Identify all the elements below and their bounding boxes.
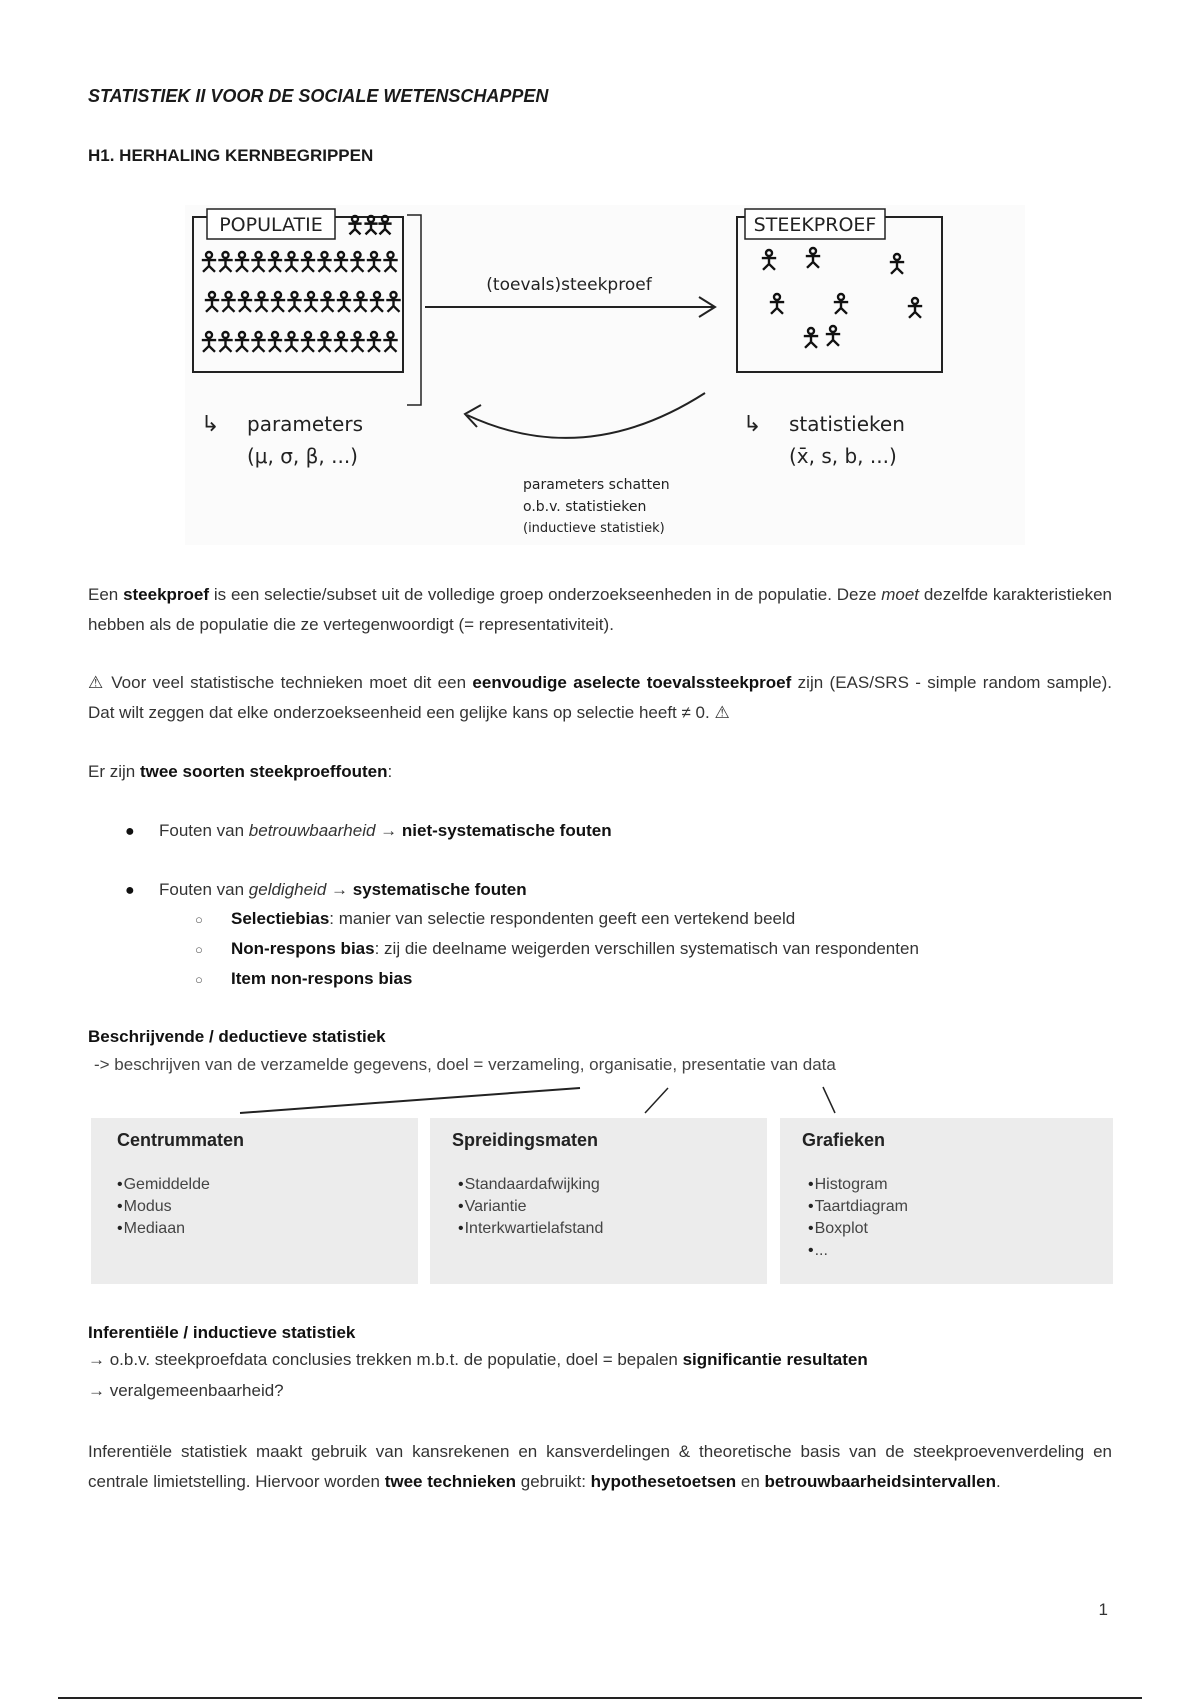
- stick-figure-icon: [383, 252, 397, 272]
- estimation-arrowhead: [465, 405, 481, 427]
- sub-list-item: [195, 964, 1095, 995]
- box-list: [808, 1174, 908, 1262]
- stick-figure-icon: [235, 332, 249, 352]
- stick-figure-icon: [334, 252, 348, 272]
- text: →: [375, 821, 402, 840]
- spreidingsmaten-box: [430, 1118, 767, 1284]
- sampling-errors-intro: [88, 757, 1112, 787]
- text: dezelfde karakteristieken hebben als de populatie die ze vertegenwoordigt (= representativiteit).: [88, 585, 1112, 634]
- page-number: 1: [1098, 1600, 1108, 1619]
- bullet-marker: ●: [125, 882, 135, 899]
- parameters-hook-arrow: ↳: [201, 412, 220, 437]
- bold-term: Non-respons bias: [231, 939, 375, 958]
- stick-figure-icon: [367, 332, 381, 352]
- list-item: • Gemiddelde: [117, 1174, 210, 1196]
- stick-figure-icon: [364, 216, 377, 234]
- bold-term: eenvoudige aselecte toevalssteekproef: [472, 673, 792, 692]
- grafieken-box: [780, 1118, 1113, 1284]
- stick-figure-icon: [301, 252, 315, 272]
- list-item: • Modus: [117, 1196, 210, 1218]
- sample-label: STEEKPROEF: [753, 214, 877, 236]
- list-item: • Mediaan: [117, 1218, 210, 1240]
- population-sample-diagram: [185, 205, 1025, 545]
- stick-figure-icon: [908, 298, 922, 318]
- text: gebruikt:: [516, 1472, 591, 1491]
- list-item: • Boxplot: [808, 1218, 908, 1240]
- box-list: [458, 1174, 603, 1240]
- sampling-arrow-label: (toevals)steekproef: [486, 275, 652, 295]
- estimate-line-3: (inductieve statistiek): [523, 521, 665, 536]
- stick-figure-icon: [235, 252, 249, 272]
- bold-term: hypothesetoetsen: [590, 1472, 737, 1491]
- sample-stick-figures: [762, 248, 922, 348]
- stick-figure-icon: [284, 332, 298, 352]
- stick-figure-icon: [770, 294, 784, 314]
- stick-figure-icon: [367, 252, 381, 272]
- stick-figure-icon: [254, 292, 268, 312]
- italic-term: moet: [881, 585, 920, 604]
- text: → o.b.v. steekproefdata conclusies trekken m.b.t. de populatie, doel = bepalen: [88, 1350, 683, 1369]
- inferential-paragraph: [88, 1437, 1112, 1497]
- srs-warning-paragraph: [88, 668, 1112, 728]
- stick-figure-icon: [337, 292, 351, 312]
- text: Inferentiële statistiek maakt gebruik van kansrekenen en kansverdelingen & theoretische basis van de steekproevenverdeling en centrale limietstelling. Hiervoor worden: [88, 1442, 1112, 1491]
- parameters-symbols: (μ, σ, β, ...): [247, 444, 358, 468]
- bold-term: niet-systematische fouten: [401, 821, 612, 840]
- stick-figure-icon: [287, 292, 301, 312]
- list-item: • Interkwartielafstand: [458, 1218, 603, 1240]
- list-item: • ...: [808, 1240, 908, 1262]
- stick-figure-icon: [320, 292, 334, 312]
- stick-figure-icon: [221, 292, 235, 312]
- sub-list-item: [195, 934, 1095, 965]
- stick-figure-icon: [301, 332, 315, 352]
- bold-term: betrouwbaarheidsintervallen: [764, 1472, 996, 1491]
- stick-figure-icon: [268, 332, 282, 352]
- stick-figure-icon: [268, 252, 282, 272]
- stick-figure-icon: [317, 252, 331, 272]
- stick-figure-icon: [370, 292, 384, 312]
- text: →: [326, 880, 353, 899]
- footer-divider: [58, 1697, 1142, 1699]
- stick-figure-icon: [284, 252, 298, 272]
- stick-figure-icon: [304, 292, 318, 312]
- box-title: Spreidingsmaten: [452, 1130, 599, 1150]
- box-title: Grafieken: [802, 1130, 886, 1150]
- bold-term: Selectiebias: [231, 909, 330, 928]
- stick-figure-icon: [386, 292, 400, 312]
- sample-definition-paragraph: [88, 580, 1112, 640]
- box-title: Centrummaten: [117, 1130, 245, 1150]
- parameters-title: parameters: [247, 412, 364, 436]
- sub-list-item: [195, 904, 1095, 935]
- text: : zij die deelname weigerden verschillen systematisch van respondenten: [374, 939, 919, 958]
- stick-figure-icon: [317, 332, 331, 352]
- list-item: [125, 875, 1125, 906]
- list-item: • Taartdiagram: [808, 1196, 908, 1218]
- text: : manier van selectie respondenten geeft een vertekend beeld: [329, 909, 796, 928]
- bold-term: systematische fouten: [352, 880, 527, 899]
- connector-lines: [0, 1080, 1200, 1120]
- stick-figure-icon: [350, 332, 364, 352]
- stick-figure-icon: [762, 250, 776, 270]
- stick-figure-icon: [202, 252, 216, 272]
- stick-figure-icon: [350, 252, 364, 272]
- text: Fouten van: [159, 880, 249, 899]
- text: is een selectie/subset uit de volledige groep onderzoekseenheden in de populatie. Deze: [209, 585, 882, 604]
- stick-figure-icon: [271, 292, 285, 312]
- bullet-marker: ●: [125, 823, 135, 840]
- stick-figure-icon: [202, 332, 216, 352]
- diagram-svg: [185, 205, 1025, 545]
- text: .: [995, 1472, 1001, 1491]
- estimation-arrow: [467, 393, 705, 438]
- population-label: POPULATIE: [219, 214, 323, 236]
- estimate-line-2: o.b.v. statistieken: [523, 499, 647, 515]
- text: Fouten van: [159, 821, 249, 840]
- connector-line-centrum: [240, 1088, 580, 1113]
- connector-line-spreiding: [645, 1088, 668, 1113]
- stick-figure-icon: [383, 332, 397, 352]
- text: ⚠ Voor veel statistische technieken moet dit een: [88, 673, 473, 692]
- statistics-symbols: (x̄, s, b, ...): [789, 444, 897, 468]
- list-item: • Histogram: [808, 1174, 908, 1196]
- sub-bullet-marker: ○: [195, 942, 203, 957]
- sub-bullet-marker: ○: [195, 912, 203, 927]
- statistics-title: statistieken: [789, 412, 905, 436]
- box-list: [117, 1174, 210, 1240]
- estimate-line-1: parameters schatten: [523, 477, 670, 493]
- chapter-title: H1. HERHALING KERNBEGRIPPEN: [88, 146, 374, 165]
- stick-figure-icon: [205, 292, 219, 312]
- inferential-line-2: → veralgemeenbaarheid?: [88, 1381, 284, 1400]
- stick-figure-icon: [238, 292, 252, 312]
- text: Een: [88, 585, 124, 604]
- stick-figure-icon: [251, 332, 265, 352]
- bold-term: twee soorten steekproeffouten: [139, 762, 388, 781]
- inferential-heading: Inferentiële / inductieve statistiek: [88, 1323, 356, 1342]
- sub-bullet-marker: ○: [195, 972, 203, 987]
- inferential-line-1: [88, 1350, 868, 1370]
- bold-term: twee technieken: [384, 1472, 517, 1491]
- text: zijn (EAS/SRS - simple random sample). Dat wilt zeggen dat elke onderzoekseenheid een gelijke kans op selectie heeft ≠ 0. ⚠: [88, 673, 1112, 722]
- stick-figure-icon: [334, 332, 348, 352]
- stick-figure-icon: [890, 254, 904, 274]
- stick-figure-icon: [218, 332, 232, 352]
- stick-figure-icon: [834, 294, 848, 314]
- document-title: STATISTIEK II VOOR DE SOCIALE WETENSCHAPPEN: [88, 86, 549, 106]
- italic-term: betrouwbaarheid: [248, 821, 376, 840]
- bold-term: significantie resultaten: [682, 1350, 868, 1369]
- text: Er zijn: [88, 762, 140, 781]
- descriptive-heading: Beschrijvende / deductieve statistiek: [88, 1027, 386, 1046]
- text: en: [736, 1472, 765, 1491]
- statistics-hook-arrow: ↳: [743, 412, 762, 437]
- centrummaten-box: [91, 1118, 418, 1284]
- stick-figure-icon: [251, 252, 265, 272]
- text: :: [387, 762, 393, 781]
- stick-figure-icon: [806, 248, 820, 268]
- descriptive-subtitle: -> beschrijven van de verzamelde gegevens, doel = verzameling, organisatie, presentatie van data: [94, 1055, 836, 1074]
- list-item: • Standaardafwijking: [458, 1174, 603, 1196]
- list-item: • Variantie: [458, 1196, 603, 1218]
- connector-line-grafieken: [823, 1087, 835, 1113]
- stick-figure-icon: [218, 252, 232, 272]
- italic-term: geldigheid: [248, 880, 327, 899]
- stick-figure-icon: [826, 326, 840, 346]
- bold-term: Item non-respons bias: [231, 969, 413, 988]
- population-bracket: [407, 215, 421, 405]
- stick-figure-icon: [348, 216, 361, 234]
- stick-figure-icon: [804, 328, 818, 348]
- stick-figure-icon: [353, 292, 367, 312]
- list-item: [125, 816, 1125, 847]
- stick-figure-icon: [378, 216, 391, 234]
- bold-term: steekproef: [123, 585, 210, 604]
